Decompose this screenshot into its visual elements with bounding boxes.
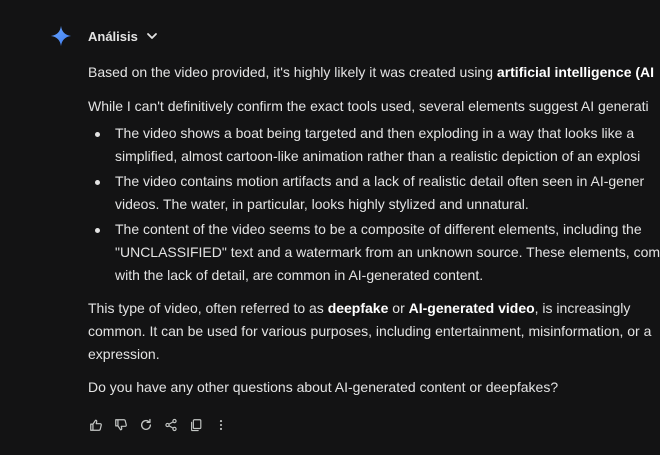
thumbs-up-button[interactable] (88, 417, 104, 433)
paragraph-evidence: While I can't definitively confirm the exact tools used, several elements suggest AI generati (88, 98, 649, 114)
list-item: The video contains motion artifacts and a lack of realistic detail often seen in AI-gener videos. The water, in particular, looks highly stylized and unnatural. (88, 170, 628, 216)
more-icon (214, 418, 228, 432)
gemini-spark-icon (50, 25, 72, 47)
paragraph-deepfake: This type of video, often referred to as deepfake or AI-generated video, is increasingly common. It can be used for various purposes, including entertainment, misinformation, or a expression. (88, 300, 652, 362)
chevron-down-icon[interactable] (146, 30, 158, 42)
list-item: The video shows a boat being targeted and then exploding in a way that looks like a simplified, almost cartoon-like animation rather than a realistic depiction of an explosi (88, 122, 628, 168)
evidence-list (88, 122, 660, 287)
regenerate-icon (139, 418, 153, 432)
thumbs-down-button[interactable] (113, 417, 129, 433)
copy-icon (189, 418, 203, 432)
share-button[interactable] (163, 417, 179, 433)
response-body (88, 61, 660, 399)
list-item: The content of the video seems to be a composite of different elements, including the "UNCLASSIFIED" text and a watermark from an unknown source. These elements, com with the lack of detail, are common in AI-generated content. (88, 218, 628, 287)
response-header (50, 24, 158, 48)
more-options-button[interactable] (213, 417, 229, 433)
share-icon (164, 418, 178, 432)
paragraph-intro: Based on the video provided, it's highly likely it was created using artificial intelligence (AI (88, 64, 655, 80)
model-selector-label[interactable]: Análisis (88, 28, 138, 44)
paragraph-followup-question: Do you have any other questions about AI-generated content or deepfakes? (88, 379, 559, 395)
thumbs-down-icon (114, 418, 128, 432)
response-actions-bar (88, 417, 238, 433)
copy-button[interactable] (188, 417, 204, 433)
regenerate-button[interactable] (138, 417, 154, 433)
thumbs-up-icon (89, 418, 103, 432)
